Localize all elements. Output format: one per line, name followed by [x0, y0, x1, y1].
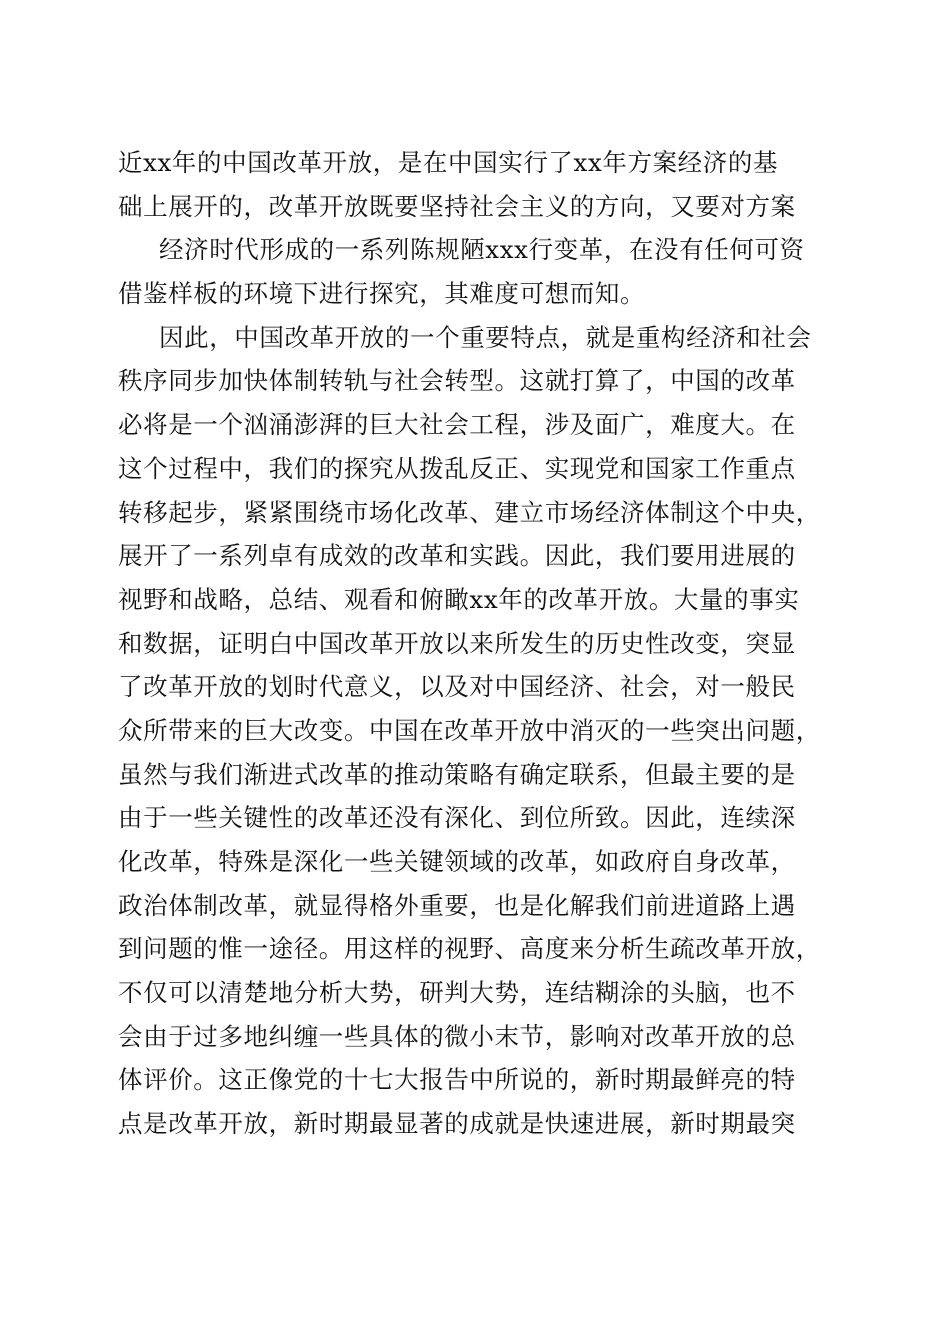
text-line: 视野和战略，总结、观看和俯瞰xx年的改革开放。大量的事实 [118, 584, 800, 614]
text-line: 展开了一系列卓有成效的改革和实践。因此，我们要用进展的 [118, 541, 796, 571]
text-line: 近xx年的中国改革开放，是在中国实行了xx年方案经济的基 [118, 148, 779, 177]
body-text [118, 141, 838, 1146]
text-line: 化改革，特殊是深化一些关键领域的改革，如政府自身改革， [118, 847, 796, 876]
text-line: 政治体制改革，就显得格外重要，也是化解我们前进道路上遇 [118, 890, 796, 920]
text-line: 到问题的惟一途径。用这样的视野、高度来分析生疏改革开放， [118, 934, 821, 964]
text-line: 由于一些关键性的改革还没有深化、到位所致。因此，连续深 [118, 803, 796, 833]
text-line: 虽然与我们渐进式改革的推动策略有确定联系，但最主要的是 [118, 759, 796, 789]
text-line: 和数据，证明白中国改革开放以来所发生的历史性改变，突显 [118, 628, 796, 658]
text-line: 秩序同步加快体制转轨与社会转型。这就打算了，中国的改革 [118, 366, 796, 396]
paragraph-start-line: 因此，中国改革开放的一个重要特点，就是重构经济和社会 [159, 322, 812, 352]
text-line: 不仅可以清楚地分析大势，研判大势，连结糊涂的头脑，也不 [118, 978, 796, 1008]
text-line: 体评价。这正像党的十七大报告中所说的，新时期最鲜亮的特 [118, 1065, 796, 1095]
text-line: 必将是一个汹涌澎湃的巨大社会工程，涉及面广，难度大。在 [118, 410, 796, 440]
text-line: 础上展开的，改革开放既要坚持社会主义的方向，又要对方案 [118, 191, 796, 221]
text-line: 这个过程中，我们的探究从拨乱反正、实现党和国家工作重点 [118, 453, 796, 483]
text-line: 了改革开放的划时代意义，以及对中国经济、社会，对一般民 [118, 672, 796, 702]
text-line: 点是改革开放，新时期最显著的成就是快速进展，新时期最突 [118, 1109, 796, 1139]
text-line: 众所带来的巨大改变。中国在改革开放中消灭的一些突出问题， [118, 715, 821, 745]
text-line: 转移起步，紧紧围绕市场化改革、建立市场经济体制这个中央， [118, 497, 821, 527]
text-line: 会由于过多地纠缠一些具体的微小末节，影响对改革开放的总 [118, 1021, 796, 1051]
text-line: 借鉴样板的环境下进行探究，其难度可想而知。 [118, 279, 646, 309]
text-line: 经济时代形成的一系列陈规陋xxx行变革，在没有任何可资 [159, 235, 805, 265]
